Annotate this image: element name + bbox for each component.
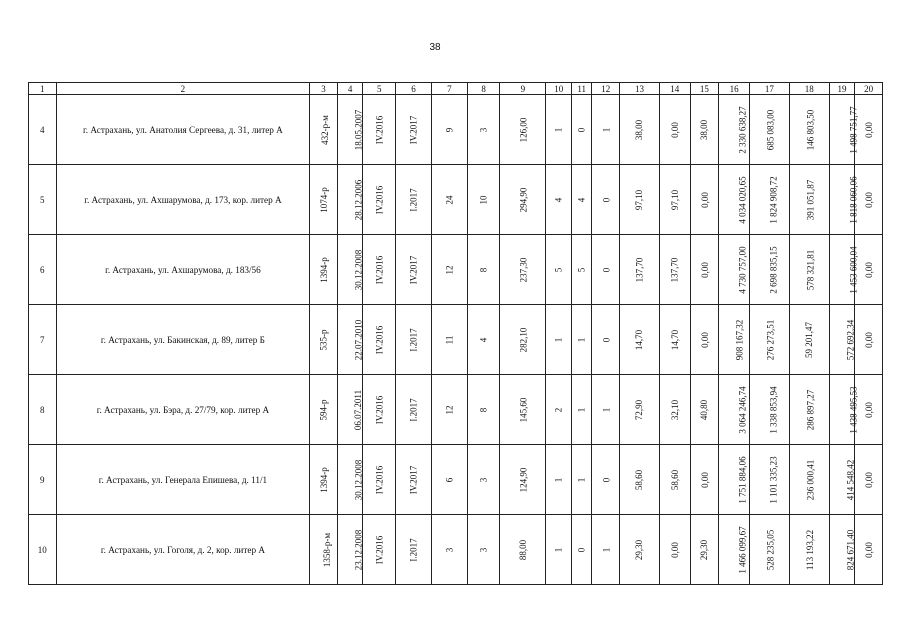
cell-value: 22.07.2010	[353, 319, 364, 360]
cell-col-9	[500, 95, 546, 165]
cell-value: 6	[444, 477, 455, 482]
cell-value: 1 438 495,53	[848, 385, 859, 434]
cell-col-18	[789, 375, 829, 445]
cell-value: 594-р	[318, 399, 329, 420]
cell-col-5	[363, 305, 396, 375]
cell-col-18	[789, 305, 829, 375]
cell-col-8	[467, 515, 500, 585]
cell-value: 0,00	[863, 401, 874, 418]
cell-col-15	[690, 375, 719, 445]
cell-col-4	[337, 235, 363, 305]
cell-value: IV.2017	[408, 255, 419, 284]
cell-value: 0,00	[699, 261, 710, 278]
column-number: 8	[467, 83, 500, 95]
cell-col-11	[572, 305, 592, 375]
column-number: 15	[690, 83, 719, 95]
cell-value: 137,70	[669, 257, 680, 282]
cell-col-13	[620, 95, 660, 165]
cell-col-10	[546, 305, 572, 375]
cell-col-3	[310, 375, 338, 445]
cell-col-20	[855, 95, 883, 165]
cell-col-15	[690, 305, 719, 375]
cell-col-4	[337, 515, 363, 585]
cell-col-16	[719, 445, 750, 515]
table-row	[29, 305, 883, 375]
cell-value: 286 897,27	[805, 389, 816, 430]
cell-value: IV.2017	[408, 465, 419, 494]
cell-value: 9	[444, 127, 455, 132]
cell-value: 1 818 060,06	[848, 175, 859, 224]
cell-value: 4 730 757,00	[737, 245, 748, 294]
cell-value: 06.07.2011	[352, 389, 363, 430]
cell-col-16	[719, 375, 750, 445]
cell-value: 97,10	[669, 189, 680, 210]
cell-value: 0,00	[863, 331, 874, 348]
cell-col-10	[546, 445, 572, 515]
table-row	[29, 235, 883, 305]
cell-col-7	[431, 235, 467, 305]
cell-col-8	[467, 305, 500, 375]
cell-value: 97,10	[634, 189, 645, 210]
cell-col-1: 4	[29, 95, 57, 165]
cell-col-19	[829, 375, 859, 445]
cell-col-6	[396, 515, 432, 585]
cell-col-14	[659, 235, 690, 305]
cell-col-18	[789, 445, 829, 515]
column-number: 7	[431, 83, 467, 95]
cell-col-2: г. Астрахань, ул. Бакинская, д. 89, литер Б	[56, 305, 310, 375]
cell-value: 38,00	[699, 119, 710, 140]
cell-value: 1	[600, 127, 611, 132]
cell-col-9	[500, 305, 546, 375]
cell-col-19	[829, 305, 855, 375]
cell-value: 59 201,47	[804, 321, 815, 358]
cell-col-4	[337, 95, 363, 165]
column-number: 17	[749, 83, 789, 95]
cell-col-12	[592, 165, 620, 235]
cell-value: 535-р	[318, 329, 329, 350]
cell-value: 572 692,34	[844, 319, 855, 360]
cell-col-6	[396, 235, 432, 305]
cell-value: 1 466 099,67	[737, 525, 748, 574]
cell-value: 29,30	[634, 539, 645, 560]
table-row	[29, 515, 883, 585]
cell-value: 124,90	[517, 467, 528, 492]
cell-value: 1	[576, 477, 587, 482]
cell-value: 1358-р-м	[322, 532, 333, 567]
cell-col-1: 7	[29, 305, 57, 375]
cell-col-5	[363, 515, 396, 585]
cell-col-10	[546, 375, 572, 445]
cell-col-20	[855, 515, 883, 585]
cell-col-12	[592, 375, 620, 445]
cell-col-9	[500, 165, 546, 235]
cell-col-18	[789, 515, 829, 585]
column-number: 1	[29, 83, 57, 95]
cell-value: 113 193,22	[804, 529, 815, 570]
cell-value: 12	[444, 265, 455, 274]
cell-col-2: г. Астрахань, ул. Бэра, д. 27/79, кор. литер А	[56, 375, 310, 445]
cell-col-18	[789, 95, 829, 165]
cell-col-19	[829, 235, 859, 305]
cell-value: 1 101 335,23	[768, 455, 779, 504]
cell-col-10	[546, 95, 572, 165]
cell-value: 23.12.2008	[353, 529, 364, 570]
cell-value: 685 083,00	[765, 109, 776, 150]
cell-col-15	[690, 165, 719, 235]
cell-col-8	[467, 375, 500, 445]
cell-value: I.2017	[408, 397, 419, 422]
cell-value: 0	[600, 477, 611, 482]
cell-value: 0	[600, 337, 611, 342]
cell-value: 528 235,05	[765, 529, 776, 570]
cell-col-8	[467, 445, 500, 515]
cell-value: 1	[576, 407, 587, 412]
cell-col-17	[749, 445, 789, 515]
cell-value: 3	[478, 547, 489, 552]
cell-col-9	[500, 375, 546, 445]
column-number: 11	[572, 83, 592, 95]
column-number: 9	[500, 83, 546, 95]
cell-value: 14,70	[669, 329, 680, 350]
table-row	[29, 165, 883, 235]
cell-col-11	[572, 375, 592, 445]
column-number: 13	[620, 83, 660, 95]
cell-col-5	[363, 165, 396, 235]
cell-col-5	[363, 445, 396, 515]
cell-col-12	[592, 95, 620, 165]
cell-col-6	[396, 375, 432, 445]
cell-value: 1074-р	[318, 186, 329, 213]
cell-value: 1	[553, 127, 564, 132]
cell-col-13	[620, 445, 660, 515]
cell-col-3	[310, 165, 338, 235]
cell-col-17	[749, 515, 789, 585]
cell-col-14	[659, 445, 690, 515]
cell-value: 0	[576, 547, 587, 552]
cell-value: 0,00	[863, 121, 874, 138]
cell-col-8	[467, 165, 500, 235]
cell-col-11	[572, 95, 592, 165]
table-row	[29, 375, 883, 445]
cell-value: 29,30	[699, 539, 710, 560]
cell-col-1: 5	[29, 165, 57, 235]
cell-value: 0	[576, 127, 587, 132]
cell-col-20	[855, 305, 883, 375]
cell-value: 0,00	[669, 541, 680, 558]
cell-col-12	[592, 515, 620, 585]
column-number: 2	[56, 83, 310, 95]
cell-value: IV.2016	[374, 535, 385, 564]
cell-value: 8	[478, 267, 489, 272]
cell-col-14	[659, 95, 690, 165]
cell-col-4	[337, 305, 363, 375]
cell-value: 58,60	[669, 469, 680, 490]
cell-value: 14,70	[634, 329, 645, 350]
cell-value: I.2017	[408, 187, 419, 212]
cell-col-20	[855, 165, 883, 235]
cell-value: 40,80	[699, 399, 710, 420]
cell-value: IV.2016	[374, 185, 385, 214]
cell-col-4	[337, 165, 363, 235]
cell-value: 1 498 751,77	[848, 105, 859, 154]
cell-value: 1 751 884,06	[737, 455, 748, 504]
cell-value: 578 321,81	[805, 249, 816, 290]
cell-value: 72,90	[634, 399, 645, 420]
cell-col-8	[467, 95, 500, 165]
cell-value: 432-р-м	[320, 114, 331, 145]
cell-col-19	[829, 445, 855, 515]
cell-col-9	[500, 235, 546, 305]
cell-value: 10	[478, 195, 489, 204]
cell-col-1: 8	[29, 375, 57, 445]
cell-col-11	[572, 445, 592, 515]
cell-col-14	[659, 305, 690, 375]
cell-col-5	[363, 95, 396, 165]
cell-col-13	[620, 515, 660, 585]
cell-value: 237,30	[517, 257, 528, 282]
cell-value: 294,90	[517, 187, 528, 212]
table-row	[29, 95, 883, 165]
cell-col-12	[592, 445, 620, 515]
cell-col-2: г. Астрахань, ул. Гоголя, д. 2, кор. литер А	[56, 515, 310, 585]
column-number: 3	[310, 83, 338, 95]
cell-value: 414 548,42	[844, 459, 855, 500]
cell-value: 0,00	[699, 471, 710, 488]
cell-col-15	[690, 515, 719, 585]
cell-value: 2 698 835,15	[768, 245, 779, 294]
cell-value: 38,00	[634, 119, 645, 140]
cell-col-2: г. Астрахань, ул. Ахшарумова, д. 173, кор. литер А	[56, 165, 310, 235]
cell-value: IV.2016	[374, 465, 385, 494]
cell-col-6	[396, 305, 432, 375]
cell-col-16	[719, 305, 750, 375]
cell-value: 0	[600, 267, 611, 272]
cell-col-9	[500, 515, 546, 585]
cell-col-18	[789, 165, 829, 235]
cell-col-13	[620, 165, 660, 235]
cell-value: 1 824 908,72	[768, 175, 779, 224]
cell-col-17	[749, 305, 789, 375]
cell-value: 32,10	[669, 399, 680, 420]
cell-col-2: г. Астрахань, ул. Генерала Епишева, д. 11/1	[56, 445, 310, 515]
cell-value: 276 273,51	[765, 319, 776, 360]
cell-col-3	[310, 95, 338, 165]
cell-value: 12	[444, 405, 455, 414]
cell-col-8	[467, 235, 500, 305]
cell-col-3	[310, 235, 338, 305]
cell-col-12	[592, 235, 620, 305]
cell-col-20	[855, 445, 883, 515]
table-row	[29, 445, 883, 515]
cell-value: IV.2016	[374, 115, 385, 144]
cell-col-18	[789, 235, 829, 305]
cell-value: 24	[444, 195, 455, 204]
cell-value: 2 330 638,27	[737, 105, 748, 154]
cell-col-19	[829, 515, 855, 585]
cell-value: 3 064 246,74	[737, 385, 748, 434]
cell-value: 1	[553, 547, 564, 552]
cell-col-13	[620, 235, 660, 305]
cell-col-10	[546, 235, 572, 305]
column-number: 5	[363, 83, 396, 95]
cell-value: 1	[600, 547, 611, 552]
column-number: 19	[829, 83, 855, 95]
cell-col-7	[431, 445, 467, 515]
cell-col-10	[546, 515, 572, 585]
cell-value: 236 000,41	[805, 459, 816, 500]
cell-value: IV.2016	[374, 255, 385, 284]
cell-value: 4	[553, 197, 564, 202]
cell-value: 30.12.2008	[353, 249, 364, 290]
cell-col-17	[749, 375, 789, 445]
cell-col-7	[431, 515, 467, 585]
cell-col-20	[855, 375, 883, 445]
cell-col-6	[396, 165, 432, 235]
cell-col-7	[431, 375, 467, 445]
cell-value: 1	[553, 337, 564, 342]
column-number: 18	[789, 83, 829, 95]
cell-col-14	[659, 375, 690, 445]
cell-value: 5	[553, 267, 564, 272]
cell-value: 0,00	[863, 471, 874, 488]
page-number: 38	[429, 42, 441, 53]
cell-value: 11	[444, 335, 455, 344]
cell-value: 282,10	[517, 327, 528, 352]
cell-col-14	[659, 515, 690, 585]
cell-value: 3	[444, 547, 455, 552]
cell-value: 908 167,32	[734, 319, 745, 360]
cell-value: IV.2016	[374, 395, 385, 424]
cell-col-9	[500, 445, 546, 515]
cell-col-11	[572, 515, 592, 585]
cell-col-16	[719, 165, 750, 235]
cell-col-13	[620, 375, 660, 445]
register-table	[28, 82, 883, 585]
cell-value: 126,00	[517, 117, 528, 142]
column-number: 10	[546, 83, 572, 95]
cell-col-14	[659, 165, 690, 235]
cell-col-20	[855, 235, 883, 305]
cell-col-19	[829, 165, 859, 235]
cell-value: 0,00	[699, 191, 710, 208]
column-number: 4	[337, 83, 363, 95]
cell-value: 0,00	[863, 191, 874, 208]
cell-col-4	[337, 445, 363, 515]
cell-col-12	[592, 305, 620, 375]
cell-value: 1	[600, 407, 611, 412]
cell-col-15	[690, 445, 719, 515]
cell-col-16	[719, 515, 750, 585]
cell-value: 58,60	[634, 469, 645, 490]
cell-col-4	[337, 375, 363, 445]
cell-value: 8	[478, 407, 489, 412]
cell-value: 1394-р	[318, 466, 329, 493]
cell-value: 1394-р	[318, 256, 329, 283]
cell-value: 18.05.2007	[353, 109, 364, 150]
cell-value: 0,00	[863, 261, 874, 278]
cell-col-6	[396, 445, 432, 515]
cell-col-17	[749, 95, 789, 165]
cell-col-2: г. Астрахань, ул. Анатолия Сергеева, д. 31, литер А	[56, 95, 310, 165]
cell-col-11	[572, 165, 592, 235]
cell-value: IV.2017	[408, 115, 419, 144]
cell-value: 3	[478, 477, 489, 482]
cell-value: 0,00	[699, 331, 710, 348]
column-number: 16	[719, 83, 750, 95]
cell-col-3	[310, 515, 338, 585]
cell-value: 88,00	[517, 539, 528, 560]
cell-value: I.2017	[408, 537, 419, 562]
cell-col-6	[396, 95, 432, 165]
cell-col-17	[749, 235, 789, 305]
cell-value: 30.12.2008	[353, 459, 364, 500]
cell-col-7	[431, 95, 467, 165]
cell-col-13	[620, 305, 660, 375]
column-number: 20	[855, 83, 883, 95]
cell-col-15	[690, 235, 719, 305]
cell-value: 4	[478, 337, 489, 342]
cell-value: 146 803,50	[805, 109, 816, 150]
cell-col-5	[363, 235, 396, 305]
cell-col-15	[690, 95, 719, 165]
cell-value: 4 034 020,65	[737, 175, 748, 224]
cell-value: 137,70	[634, 257, 645, 282]
column-number-row	[29, 83, 883, 95]
cell-value: IV.2016	[374, 325, 385, 354]
cell-value: 1 453 600,04	[848, 245, 859, 294]
cell-value: 0,00	[669, 121, 680, 138]
column-number: 14	[659, 83, 690, 95]
cell-value: 5	[576, 267, 587, 272]
cell-col-1: 10	[29, 515, 57, 585]
cell-col-5	[363, 375, 396, 445]
cell-value: 0	[600, 197, 611, 202]
cell-value: 1 338 853,94	[768, 385, 779, 434]
cell-col-3	[310, 445, 338, 515]
cell-col-2: г. Астрахань, ул. Ахшарумова, д. 183/56	[56, 235, 310, 305]
cell-value: 28.12.2006	[353, 179, 364, 220]
cell-col-16	[719, 235, 750, 305]
cell-value: 824 671,40	[844, 529, 855, 570]
cell-value: 391 051,87	[805, 179, 816, 220]
cell-col-7	[431, 305, 467, 375]
cell-value: 2	[553, 407, 564, 412]
cell-value: 145,60	[517, 397, 528, 422]
cell-col-1: 9	[29, 445, 57, 515]
cell-value: 0,00	[863, 541, 874, 558]
cell-col-17	[749, 165, 789, 235]
column-number: 6	[396, 83, 432, 95]
cell-col-7	[431, 165, 467, 235]
cell-value: 1	[553, 477, 564, 482]
cell-col-11	[572, 235, 592, 305]
cell-value: I.2017	[408, 327, 419, 352]
cell-value: 1	[576, 337, 587, 342]
cell-value: 3	[478, 127, 489, 132]
cell-col-1: 6	[29, 235, 57, 305]
cell-col-10	[546, 165, 572, 235]
cell-col-16	[719, 95, 750, 165]
column-number: 12	[592, 83, 620, 95]
cell-col-3	[310, 305, 338, 375]
cell-value: 4	[576, 197, 587, 202]
cell-col-19	[829, 95, 859, 165]
